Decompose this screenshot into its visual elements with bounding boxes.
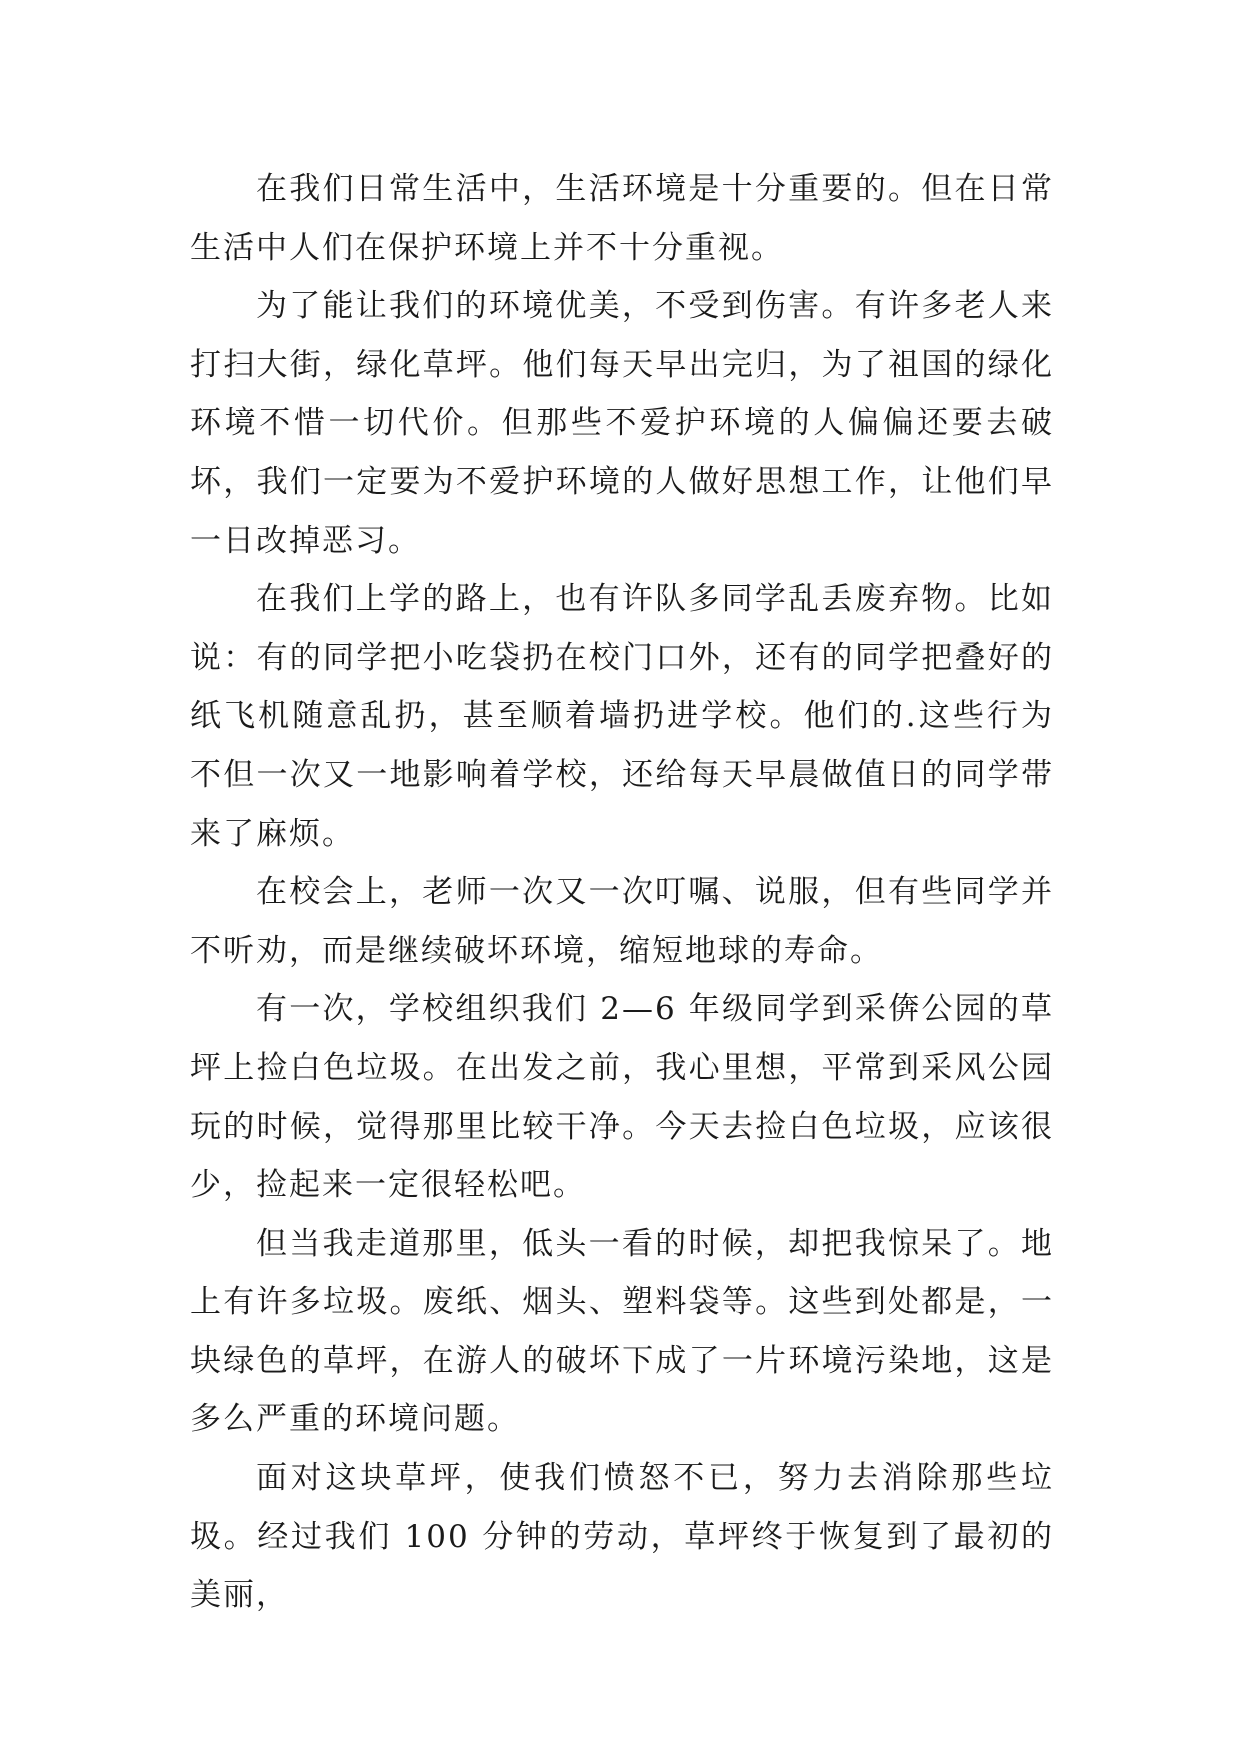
paragraph: 面对这块草坪，使我们愤怒不已，努力去消除那些垃圾。经过我们 100 分钟的劳动，草坪终于恢复到了最初的美丽， (190, 1460, 1054, 1614)
paragraph: 为了能让我们的环境优美，不受到伤害。有许多老人来打扫大街，绿化草坪。他们每天早出完归，为了祖国的绿化环境不惜一切代价。但那些不爱护环境的人偏偏还要去破坏，我们一定要为不爱护环境的人做好思想工作，让他们早一日改掉恶习。 (190, 288, 1054, 559)
paragraph: 但当我走道那里，低头一看的时候，却把我惊呆了。地上有许多垃圾。废纸、烟头、塑料袋等。这些到处都是，一块绿色的草坪，在游人的破坏下成了一片环境污染地，这是多么严重的环境问题。 (190, 1225, 1054, 1438)
paragraph: 在校会上，老师一次又一次叮嘱、说服，但有些同学并不听劝，而是继续破坏环境，缩短地球的寿命。 (190, 874, 1054, 969)
paragraph: 在我们上学的路上，也有许队多同学乱丢废弃物。比如说：有的同学把小吃袋扔在校门口外，还有的同学把叠好的纸飞机随意乱扔，甚至顺着墙扔进学校。他们的.这些行为不但一次又一地影响着学校，还给每天早晨做值日的同学带来了麻烦。 (190, 581, 1054, 852)
paragraph: 在我们日常生活中，生活环境是十分重要的。但在日常生活中人们在保护环境上并不十分重视。 (190, 171, 1054, 266)
body-text (190, 160, 1054, 1625)
paragraph: 有一次，学校组织我们 2—6 年级同学到采倴公园的草坪上捡白色垃圾。在出发之前，我心里想，平常到采风公园玩的时候，觉得那里比较干净。今天去捡白色垃圾，应该很少，捡起来一定很轻松吧。 (190, 991, 1054, 1204)
